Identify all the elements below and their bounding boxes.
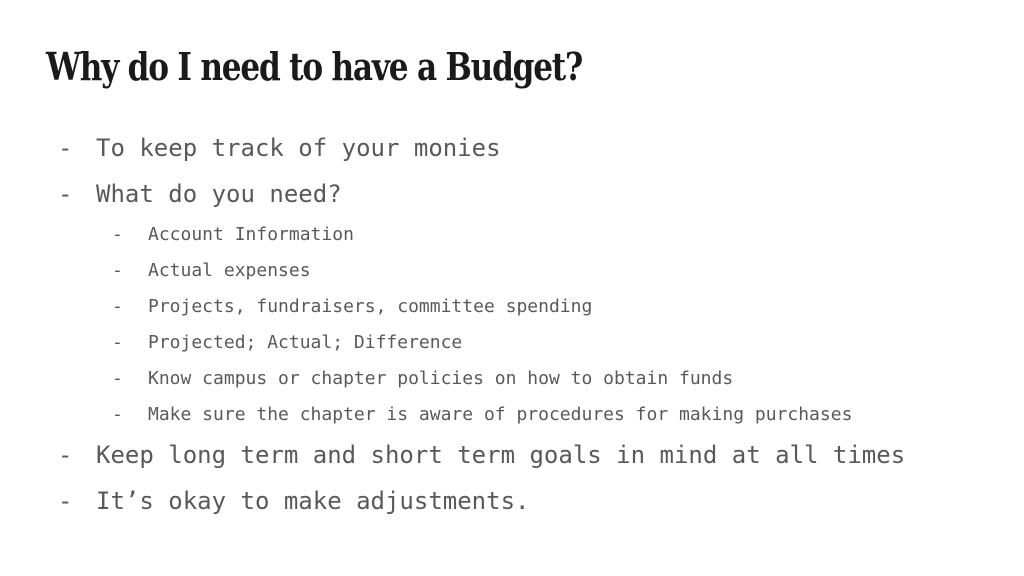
bullet-dash: - — [112, 224, 123, 245]
sub-bullet-text: Projects, fundraisers, committee spending — [148, 296, 593, 317]
bullet-dash: - — [58, 441, 73, 469]
slide-title: Why do I need to have a Budget? — [46, 44, 582, 89]
sub-bullet-text: Make sure the chapter is aware of procedures for making purchases — [148, 404, 853, 425]
bullet-dash: - — [58, 487, 73, 515]
bullet-text: What do you need? — [96, 180, 342, 208]
sub-bullet-text: Know campus or chapter policies on how to obtain funds — [148, 368, 734, 389]
bullet-dash: - — [112, 332, 123, 353]
bullet-dash: - — [112, 260, 123, 281]
bullet-text: To keep track of your monies — [96, 134, 501, 162]
bullet-text: It’s okay to make adjustments. — [96, 487, 530, 515]
bullet-dash: - — [112, 296, 123, 317]
sub-bullet-text: Account Information — [148, 224, 354, 245]
bullet-dash: - — [58, 134, 73, 162]
bullet-dash: - — [112, 368, 123, 389]
sub-bullet-text: Projected; Actual; Difference — [148, 332, 463, 353]
sub-bullet-text: Actual expenses — [148, 260, 311, 281]
bullet-text: Keep long term and short term goals in mind at all times — [96, 441, 906, 469]
bullet-dash: - — [112, 404, 123, 425]
bullet-dash: - — [58, 180, 73, 208]
